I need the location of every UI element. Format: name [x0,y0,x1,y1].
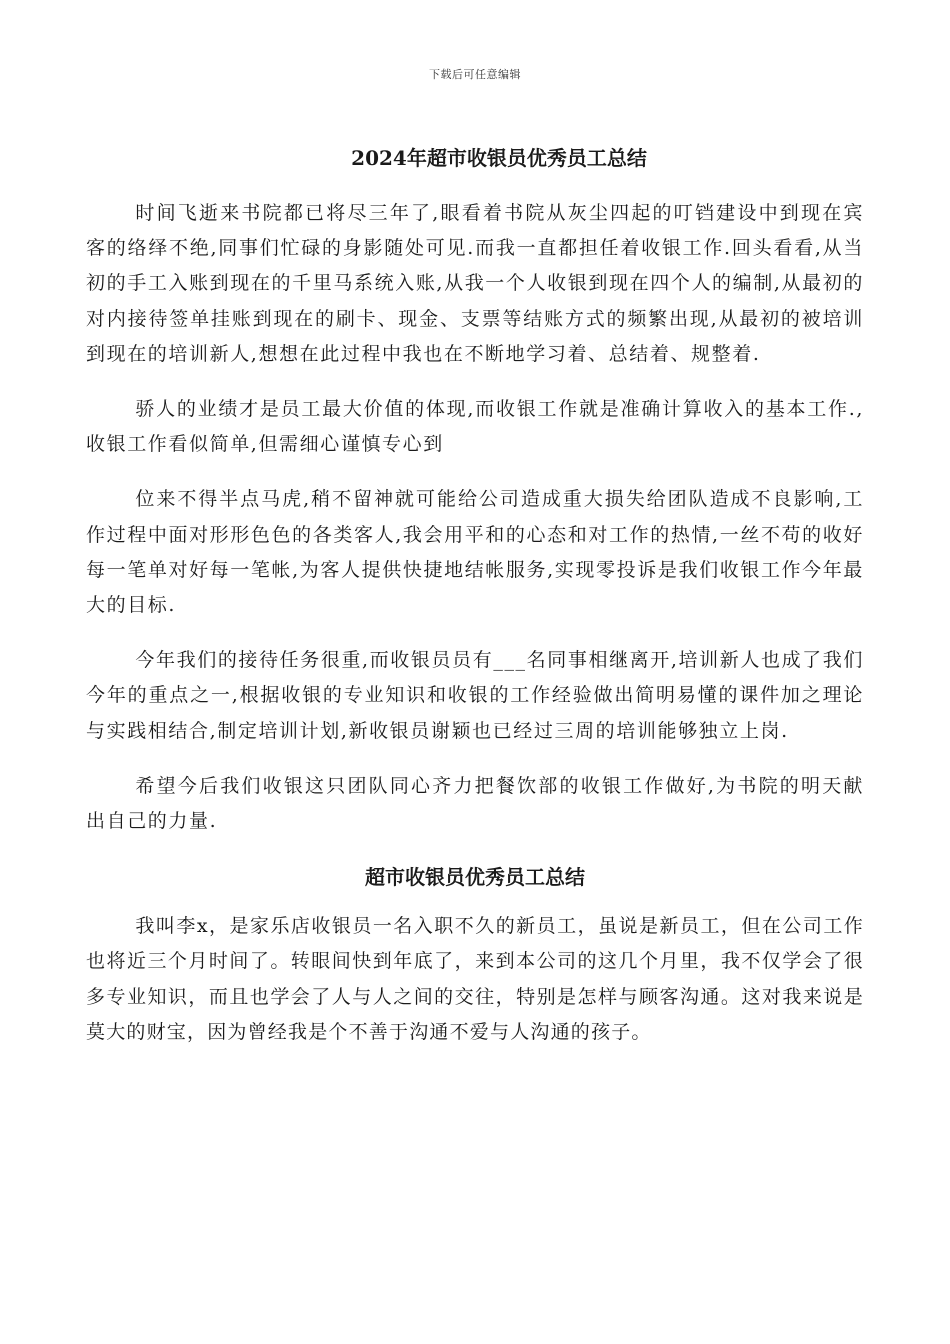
paragraph: 今年我们的接待任务很重,而收银员员有___名同事相继离开,培训新人也成了我们今年的重点之一,根据收银的专业知识和收银的工作经验做出简明易懂的课件加之理论与实践相结合,制定培训计划,新收银员谢颖也已经过三周的培训能够独立上岗. [86,649,864,742]
section-title: 超市收银员优秀员工总结 [365,865,585,890]
paragraph: 骄人的业绩才是员工最大价值的体现,而收银工作就是准确计算收入的基本工作.,收银工作看似简单,但需细心谨慎专心到 [86,398,864,456]
paragraph: 希望今后我们收银这只团队同心齐力把餐饮部的收银工作做好,为书院的明天献出自己的力量. [86,774,864,833]
header-note: 下载后可任意编辑 [429,68,521,81]
paragraph: 时间飞逝来书院都已将尽三年了,眼看着书院从灰尘四起的叮铛建设中到现在宾客的络绎不绝,同事们忙碌的身影随处可见.而我一直都担任着收银工作.回头看看,从当初的手工入账到现在的千里马系统入账,从我一个人收银到现在四个人的编制,从最初的对内接待签单挂账到现在的刷卡、现金、支票等结账方式的频繁出现,从最初的被培训到现在的培训新人,想想在此过程中我也在不断地学习着、总结着、规整着. [86,202,864,365]
paragraph: 我叫李x，是家乐店收银员一名入职不久的新员工，虽说是新员工，但在公司工作也将近三个月时间了。转眼间快到年底了，来到本公司的这几个月里，我不仅学会了很多专业知识，而且也学会了人与人之间的交往，特别是怎样与顾客沟通。这对我来说是莫大的财宝，因为曾经我是个不善于沟通不爱与人沟通的孩子。 [86,915,864,1043]
section-title: 2024年超市收银员优秀员工总结 [351,146,647,170]
paragraph: 位来不得半点马虎,稍不留神就可能给公司造成重大损失给团队造成不良影响,工作过程中面对形形色色的各类客人,我会用平和的心态和对工作的热情,一丝不苟的收好每一笔单对好每一笔帐,为客人提供快捷地结帐服务,实现零投诉是我们收银工作今年最大的目标. [86,488,864,617]
document-body [86,140,864,1070]
